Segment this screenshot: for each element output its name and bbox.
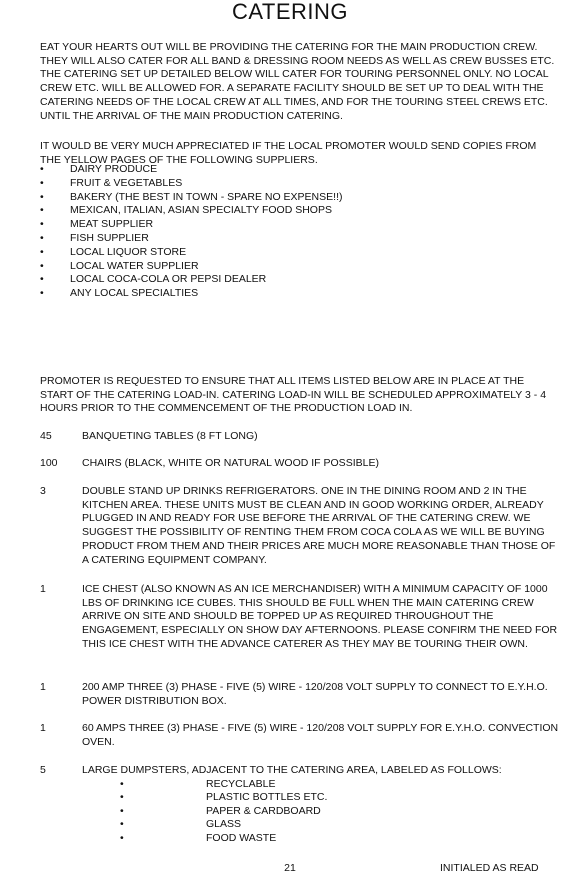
list-item xyxy=(40,260,540,274)
supplier-label: FRUIT & VEGETABLES xyxy=(70,176,183,189)
promoter-request-paragraph: IT WOULD BE VERY MUCH APPRECIATED IF THE LOCAL PROMOTER WOULD SEND COPIES FROM THE YELLOW PAGES OF THE FOLLOWING SUPPLIERS. xyxy=(40,140,537,166)
bullet-icon: • xyxy=(40,176,44,189)
bullet-icon: • xyxy=(40,163,44,175)
item-description: 200 AMP THREE (3) PHASE - FIVE (5) WIRE - 120/208 VOLT SUPPLY TO CONNECT TO E.Y.H.O. POWER DISTRIBUTION BOX. xyxy=(82,681,548,707)
bullet-icon: • xyxy=(120,804,124,817)
item-quantity: 1 xyxy=(40,722,46,734)
dumpster-label: FOOD WASTE xyxy=(206,831,277,844)
bullet-icon: • xyxy=(120,791,124,804)
list-item xyxy=(120,778,327,791)
bullet-icon: • xyxy=(120,778,124,790)
bullet-icon: • xyxy=(40,218,44,231)
bullet-icon: • xyxy=(40,259,44,272)
bullet-icon: • xyxy=(40,245,44,258)
item-quantity: 45 xyxy=(40,430,52,442)
bullet-icon: • xyxy=(40,190,44,203)
page-number: 21 xyxy=(284,862,296,874)
supplier-label: MEAT SUPPLIER xyxy=(70,218,154,231)
bullet-icon: • xyxy=(120,818,124,831)
item-quantity: 1 xyxy=(40,583,46,595)
list-item xyxy=(40,218,540,232)
supplier-label: LOCAL COCA-COLA OR PEPSI DEALER xyxy=(70,273,267,286)
supplier-label: MEXICAN, ITALIAN, ASIAN SPECIALTY FOOD SHOPS xyxy=(70,204,332,217)
dumpster-label: RECYCLABLE xyxy=(206,778,276,790)
list-item xyxy=(40,204,540,218)
item-quantity: 100 xyxy=(40,457,58,469)
dumpster-label: PLASTIC BOTTLES ETC. xyxy=(206,791,328,804)
bullet-icon: • xyxy=(120,831,124,844)
bullet-icon: • xyxy=(40,204,44,217)
page-title: CATERING xyxy=(231,0,349,24)
list-item xyxy=(120,791,327,804)
list-item xyxy=(40,191,540,205)
list-item xyxy=(40,232,540,246)
item-quantity: 3 xyxy=(40,485,46,497)
bullet-icon: • xyxy=(40,273,44,286)
supplier-label: LOCAL LIQUOR STORE xyxy=(70,245,187,258)
supplier-label: FISH SUPPLIER xyxy=(70,231,149,244)
item-quantity: 5 xyxy=(40,764,46,776)
load-in-paragraph: PROMOTER IS REQUESTED TO ENSURE THAT ALL ITEMS LISTED BELOW ARE IN PLACE AT THE START OF THE CATERING LOAD-IN. CATERING LOAD-IN WILL BE SCHEDULED APPROXIMATELY 3 - 4 HOURS PRIOR TO THE COMMENCEMENT OF THE PRODUCTION LOAD IN. xyxy=(40,375,547,415)
item-quantity: 1 xyxy=(40,681,46,693)
supplier-label: BAKERY (THE BEST IN TOWN - SPARE NO EXPENSE!!) xyxy=(70,190,343,203)
item-description: CHAIRS (BLACK, WHITE OR NATURAL WOOD IF POSSIBLE) xyxy=(82,457,379,469)
dumpster-label: GLASS xyxy=(206,818,242,831)
list-item xyxy=(120,805,327,818)
list-item xyxy=(120,818,327,831)
list-item xyxy=(40,163,540,177)
supplier-label: LOCAL WATER SUPPLIER xyxy=(70,259,199,272)
supplier-list xyxy=(40,163,540,301)
bullet-icon: • xyxy=(40,287,44,300)
dumpster-label: PAPER & CARDBOARD xyxy=(206,804,321,817)
list-item xyxy=(40,273,540,287)
item-description: 60 AMPS THREE (3) PHASE - FIVE (5) WIRE - 120/208 VOLT SUPPLY FOR E.Y.H.O. CONVECTION OVEN. xyxy=(82,722,559,748)
item-description: ICE CHEST (ALSO KNOWN AS AN ICE MERCHANDISER) WITH A MINIMUM CAPACITY OF 1000 LBS OF DRINKING ICE CUBES. THIS SHOULD BE FULL WHEN THE MAIN CATERING CREW ARRIVE ON SITE AND SHOULD BE TOPPED UP AS REQUIRED THROUGHOUT THE ENGAGEMENT, ESPECIALLY ON SHOW DAY AFTERNOONS. PLEASE CONFIRM THE NEED FOR THIS ICE CHEST WITH THE ADVANCE CATERER AS THEY MAY BE TOURING THEIR OWN. xyxy=(82,583,558,650)
dumpster-label-list xyxy=(120,778,327,845)
list-item xyxy=(40,287,540,301)
supplier-label: DAIRY PRODUCE xyxy=(70,163,158,175)
list-item xyxy=(40,246,540,260)
list-item xyxy=(120,832,327,845)
bullet-icon: • xyxy=(40,231,44,244)
intro-paragraph: EAT YOUR HEARTS OUT WILL BE PROVIDING THE CATERING FOR THE MAIN PRODUCTION CREW. THEY WILL ALSO CATER FOR ALL BAND & DRESSING ROOM NEEDS AS WELL AS CREW BUSSES ETC. THE CATERING SET UP DETAILED BELOW WILL CATER FOR TOURING PERSONNEL ONLY. NO LOCAL CREW ETC. WILL BE ALLOWED FOR. A SEPARATE FACILITY SHOULD BE SET UP TO DEAL WITH THE CATERING NEEDS OF THE LOCAL CREW AT ALL TIMES, AND FOR THE TOURING STEEL CREWS ETC. UNTIL THE ARRIVAL OF THE MAIN PRODUCTION CATERING. xyxy=(40,41,555,122)
initialed-note: INITIALED AS READ xyxy=(440,862,539,874)
supplier-label: ANY LOCAL SPECIALTIES xyxy=(70,287,199,300)
list-item xyxy=(40,177,540,191)
item-description: LARGE DUMPSTERS, ADJACENT TO THE CATERING AREA, LABELED AS FOLLOWS: xyxy=(82,764,502,776)
item-description: DOUBLE STAND UP DRINKS REFRIGERATORS. ONE IN THE DINING ROOM AND 2 IN THE KITCHEN AREA. THESE UNITS MUST BE CLEAN AND IN GOOD WORKING ORDER, ALREADY PLUGGED IN AND READY FOR USE BEFORE THE ARRIVAL OF THE CATERING CREW. WE SUGGEST THE POSSIBILITY OF RENTING THEM FROM COCA COLA AS WE WILL BE BUYING PRODUCT FROM THEM AND THEIR PRICES ARE MUCH MORE REASONABLE THAN THOSE OF A CATERING EQUIPMENT COMPANY. xyxy=(82,485,556,566)
item-description: BANQUETING TABLES (8 FT LONG) xyxy=(82,430,258,442)
